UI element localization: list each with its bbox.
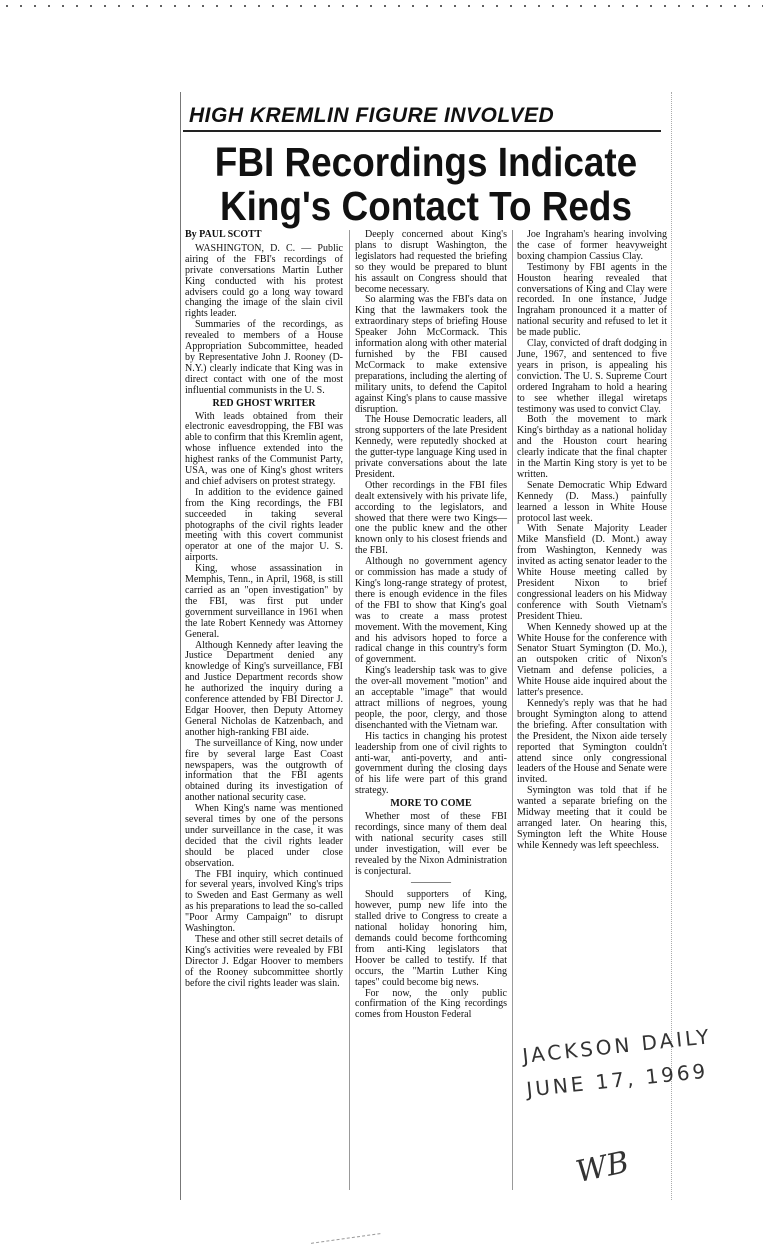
paragraph: Kennedy's reply was that he had brought Symington along to attend the briefing. After consultation with the President, the Nixon aide tersely reported that Symington couldn't attend since only congressional leaders of the House and Senate were invited. (517, 697, 667, 786)
byline: By PAUL SCOTT (185, 229, 262, 240)
newspaper-clipping (180, 92, 672, 1200)
paragraph: When Kennedy showed up at the White House for the conference with Senator Stuart Symington (D. Mo.), an outspoken critic of Nixon's Vietnam and defense policies, a White House aide inquired about the latter's presence. (517, 621, 667, 699)
paragraph: For now, the only public confirmation of the King recordings comes from Houston Federal (355, 987, 507, 1021)
paragraph: Both the movement to mark King's birthday as a national holiday and the Houston court hearing clearly indicate that the final chapter in the Martin King story is yet to be written. (517, 414, 667, 480)
handwritten-source: JACKSON DAILY (521, 1024, 713, 1068)
paragraph: Other recordings in the FBI files dealt extensively with his private life, according to the legislators, and showed that there were two Kings—one the public knew and the other known only to his closest friends and the FBI. (355, 479, 507, 557)
paragraph: Summaries of the recordings, as revealed to members of a House Appropriation Subcommittee, headed by Representative John J. Rooney (D-N.Y.) clearly indicate that King was in direct contact with one of the most influential communists in the U. S. (185, 319, 343, 396)
headline-line-2: King's Contact To Reds (220, 183, 632, 229)
paragraph: So alarming was the FBI's data on King that the lawmakers took the extraordinary steps of briefing House Speaker John McCormack. This information along with other material furnished by the FBI caused McCormack to make extensive preparations, including the alerting of military units, to defend the Capitol against King's plans to cause massive disruption. (355, 294, 507, 415)
column-separator (349, 230, 350, 1190)
paragraph: The FBI inquiry, which continued for several years, involved King's trips to Sweden and East Germany as well as his preparations to lead the so-called "Poor Army Campaign" to disrupt Washington. (185, 868, 343, 935)
article-column-3 (517, 230, 667, 852)
paragraph: Clay, convicted of draft dodging in June, 1967, and sentenced to five years in prison, is appealing his conviction. The U. S. Supreme Court ordered Ingraham to hold a hearing to see whether illegal wiretaps testimony was used to convict Clay. (517, 338, 667, 415)
headline-line-1: FBI Recordings Indicate (214, 139, 638, 185)
column-separator (512, 230, 513, 1190)
paragraph: Should supporters of King, however, pump new life into the stalled drive to Congress to create a national holiday honoring him, demands could become forthcoming from anti-King legislators that Hoover be called to testify. If that occurs, the "Martin Luther King tapes" could become big news. (355, 889, 507, 988)
paragraph: Although no government agency or commission has made a study of King's long-range strategy of protest, there is enough evidence in the files of the FBI to show that King's goal was to create a mass protest movement. With the movement, King and his advisors hoped to force a radical change in this country's form of government. (355, 556, 507, 666)
paragraph: Symington was told that if he wanted a separate briefing on the Midway meeting that it could be arranged later. On hearing this, Symington left the White House while Kennedy was left speechless. (517, 785, 667, 851)
paragraph: Whether most of these FBI recordings, since many of them deal with national security cases still under investigation, will ever be revealed by the Nixon Administration is conjectural. (355, 811, 507, 877)
paragraph: WASHINGTON, D. C. — Public airing of the FBI's recordings of private conversations Martin Luther King conducted with his protest advisers could go a long way toward changing the image of the slain civil rights leader. (185, 242, 343, 320)
paragraph: With leads obtained from their electronic eavesdropping, the FBI was able to confirm that this Kremlin agent, whose influence extended into the highest ranks of the Communist Party, USA, was one of King's ghost writers and chief advisers on protest strategy. (185, 410, 344, 487)
paragraph: With Senate Majority Leader Mike Mansfield (D. Mont.) away from Washington, Kennedy was invited as acting senator leader to the White House meeting called by President Nixon to brief congressional leaders on his Midway conference with South Vietnam's President Thieu. (517, 523, 667, 622)
article-column-1 (185, 230, 343, 990)
paragraph: King's leadership task was to give the over-all movement "motion" and an acceptable "image" that would attract millions of negroes, young people, the poor, clergy, and those disenchanted with the Vietnam war. (355, 665, 507, 731)
scan-smudge (310, 1223, 381, 1244)
scan-edge-dots (0, 0, 763, 12)
paragraph: Deeply concerned about King's plans to disrupt Washington, the legislators had requested the briefing so they would be prepared to blunt his assault on Congress should that become necessary. (355, 229, 507, 295)
paragraph: The surveillance of King, now under fire by several large East Coast newspapers, was the outgrowth of information that the FBI agents obtained during its investigation of another national security case. (185, 737, 343, 804)
article-column-2 (355, 230, 507, 1021)
paragraph: King, whose assassination in Memphis, Tenn., in April, 1968, is still carried as an "open investigation" by the FBI, was first put under government surveillance in 1961 when the late Robert Kennedy was Attorney General. (185, 563, 343, 640)
paragraph: The House Democratic leaders, all strong supporters of the late President Kennedy, were reputedly shocked at the gutter-type language King used in private conversations about the late President. (355, 414, 507, 480)
kicker-headline: HIGH KREMLIN FIGURE INVOLVED (189, 104, 555, 127)
subheading: MORE TO COME (390, 798, 472, 810)
kicker-rule (183, 130, 661, 132)
divider-dash: ———— (411, 877, 451, 889)
paragraph: In addition to the evidence gained from the King recordings, the FBI succeeded in taking several photographs of the civil rights leader meeting with this covert communist operator at one of the major U. S. airports. (185, 486, 343, 564)
paragraph: His tactics in changing his protest leadership from one of civil rights to anti-war, anti-poverty, and anti-government during the closing days of his life were part of this grand strategy. (355, 730, 507, 797)
paragraph: Although Kennedy after leaving the Justice Department denied any knowledge of King's surveillance, FBI and Justice Department records show he authorized the inquiry during a conference attended by FBI Director J. Edgar Hoover, then Deputy Attorney General Nicholas de Katzenbach, and another high-ranking FBI aide. (185, 639, 343, 738)
paragraph: Testimony by FBI agents in the Houston hearing revealed that conversations of King and Clay were recorded. In one instance, Judge Ingraham pronounced it a matter of national security and refused to let it be made public. (517, 261, 667, 339)
paragraph: Senate Democratic Whip Edward Kennedy (D. Mass.) painfully learned a lesson in White House protocol last week. (517, 479, 667, 524)
subheading: RED GHOST WRITER (212, 397, 316, 409)
paragraph: When King's name was mentioned several times by one of the persons under surveillance in the case, it was decided that the civil rights leader should be placed under close observation. (185, 803, 343, 869)
handwritten-date: JUNE 17, 1969 (525, 1058, 710, 1102)
handwritten-initials: WB (572, 1144, 632, 1191)
paragraph: Joe Ingraham's hearing involving the case of former heavyweight boxing champion Cassius Clay. (517, 229, 667, 262)
paragraph: These and other still secret details of King's activities were revealed by FBI Director J. Edgar Hoover to members of the Rooney subcommittee shortly before the civil rights leader was slain. (185, 934, 343, 989)
